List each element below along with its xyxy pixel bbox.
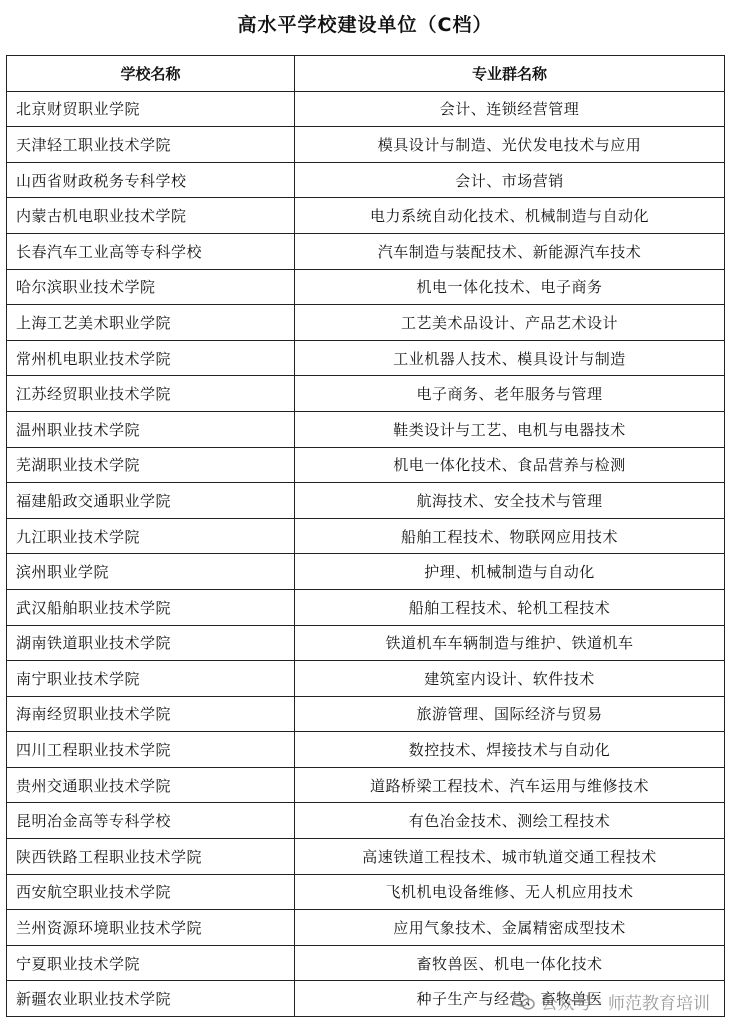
table-row: [7, 483, 725, 519]
school-name-cell: 天津轻工职业技术学院: [7, 127, 295, 163]
table-row: [7, 874, 725, 910]
school-name-cell: 宁夏职业技术学院: [7, 945, 295, 981]
major-group-cell: 数控技术、焊接技术与自动化: [295, 732, 725, 768]
table-row: [7, 127, 725, 163]
table-row: [7, 696, 725, 732]
major-group-cell: 应用气象技术、金属精密成型技术: [295, 910, 725, 946]
table-row: [7, 162, 725, 198]
school-name-cell: 哈尔滨职业技术学院: [7, 269, 295, 305]
school-name-cell: 长春汽车工业高等专科学校: [7, 233, 295, 269]
table-row: [7, 767, 725, 803]
table-row: [7, 732, 725, 768]
school-name-cell: 贵州交通职业技术学院: [7, 767, 295, 803]
watermark-text: 公众号 · 师范教育培训: [540, 994, 710, 1014]
school-table: [6, 55, 725, 1017]
major-group-cell: 高速铁道工程技术、城市轨道交通工程技术: [295, 839, 725, 875]
major-group-cell: 机电一体化技术、食品营养与检测: [295, 447, 725, 483]
major-group-cell: 铁道机车车辆制造与维护、铁道机车: [295, 625, 725, 661]
major-group-cell: 种子生产与经营、畜牧兽医: [295, 981, 725, 1017]
major-group-cell: 工艺美术品设计、产品艺术设计: [295, 305, 725, 341]
major-group-cell: 道路桥梁工程技术、汽车运用与维修技术: [295, 767, 725, 803]
school-name-cell: 西安航空职业技术学院: [7, 874, 295, 910]
major-group-cell: 汽车制造与装配技术、新能源汽车技术: [295, 233, 725, 269]
major-group-cell: 电子商务、老年服务与管理: [295, 376, 725, 412]
school-name-cell: 海南经贸职业技术学院: [7, 696, 295, 732]
school-name-cell: 温州职业技术学院: [7, 411, 295, 447]
major-group-cell: 有色冶金技术、测绘工程技术: [295, 803, 725, 839]
major-group-cell: 畜牧兽医、机电一体化技术: [295, 945, 725, 981]
table-row: [7, 233, 725, 269]
school-name-cell: 兰州资源环境职业技术学院: [7, 910, 295, 946]
table-row: [7, 625, 725, 661]
table-row: [7, 447, 725, 483]
table-row: [7, 803, 725, 839]
table-row: [7, 269, 725, 305]
school-name-cell: 江苏经贸职业技术学院: [7, 376, 295, 412]
school-name-cell: 四川工程职业技术学院: [7, 732, 295, 768]
school-name-cell: 武汉船舶职业技术学院: [7, 589, 295, 625]
school-name-cell: 九江职业技术学院: [7, 518, 295, 554]
major-group-cell: 船舶工程技术、轮机工程技术: [295, 589, 725, 625]
wechat-icon: [513, 993, 535, 1011]
table-header-row: [7, 56, 725, 92]
watermark: [513, 989, 710, 1014]
table-row: [7, 305, 725, 341]
page-title: 高水平学校建设单位（C档）: [237, 14, 493, 36]
major-group-cell: 航海技术、安全技术与管理: [295, 483, 725, 519]
major-group-cell: 护理、机械制造与自动化: [295, 554, 725, 590]
major-group-cell: 建筑室内设计、软件技术: [295, 661, 725, 697]
major-group-cell: 旅游管理、国际经济与贸易: [295, 696, 725, 732]
table-row: [7, 839, 725, 875]
school-name-cell: 常州机电职业技术学院: [7, 340, 295, 376]
table-row: [7, 518, 725, 554]
school-name-cell: 芜湖职业技术学院: [7, 447, 295, 483]
major-group-cell: 工业机器人技术、模具设计与制造: [295, 340, 725, 376]
school-name-cell: 昆明冶金高等专科学校: [7, 803, 295, 839]
major-group-cell: 飞机机电设备维修、无人机应用技术: [295, 874, 725, 910]
school-name-cell: 南宁职业技术学院: [7, 661, 295, 697]
major-group-cell: 模具设计与制造、光伏发电技术与应用: [295, 127, 725, 163]
major-group-cell: 会计、连锁经营管理: [295, 91, 725, 127]
table-row: [7, 411, 725, 447]
school-name-cell: 滨州职业学院: [7, 554, 295, 590]
school-name-cell: 上海工艺美术职业学院: [7, 305, 295, 341]
table-row: [7, 91, 725, 127]
table-row: [7, 661, 725, 697]
school-name-cell: 新疆农业职业技术学院: [7, 981, 295, 1017]
header-school-name: 学校名称: [7, 56, 295, 92]
table-row: [7, 945, 725, 981]
school-name-cell: 内蒙古机电职业技术学院: [7, 198, 295, 234]
major-group-cell: 鞋类设计与工艺、电机与电器技术: [295, 411, 725, 447]
table-row: [7, 340, 725, 376]
major-group-cell: 机电一体化技术、电子商务: [295, 269, 725, 305]
school-name-cell: 北京财贸职业学院: [7, 91, 295, 127]
table-row: [7, 198, 725, 234]
major-group-cell: 电力系统自动化技术、机械制造与自动化: [295, 198, 725, 234]
school-name-cell: 陕西铁路工程职业技术学院: [7, 839, 295, 875]
major-group-cell: 会计、市场营销: [295, 162, 725, 198]
major-group-cell: 船舶工程技术、物联网应用技术: [295, 518, 725, 554]
school-name-cell: 山西省财政税务专科学校: [7, 162, 295, 198]
school-name-cell: 湖南铁道职业技术学院: [7, 625, 295, 661]
school-name-cell: 福建船政交通职业学院: [7, 483, 295, 519]
table-row: [7, 376, 725, 412]
table-row: [7, 589, 725, 625]
header-major-group: 专业群名称: [295, 56, 725, 92]
table-row: [7, 910, 725, 946]
table-row: [7, 554, 725, 590]
